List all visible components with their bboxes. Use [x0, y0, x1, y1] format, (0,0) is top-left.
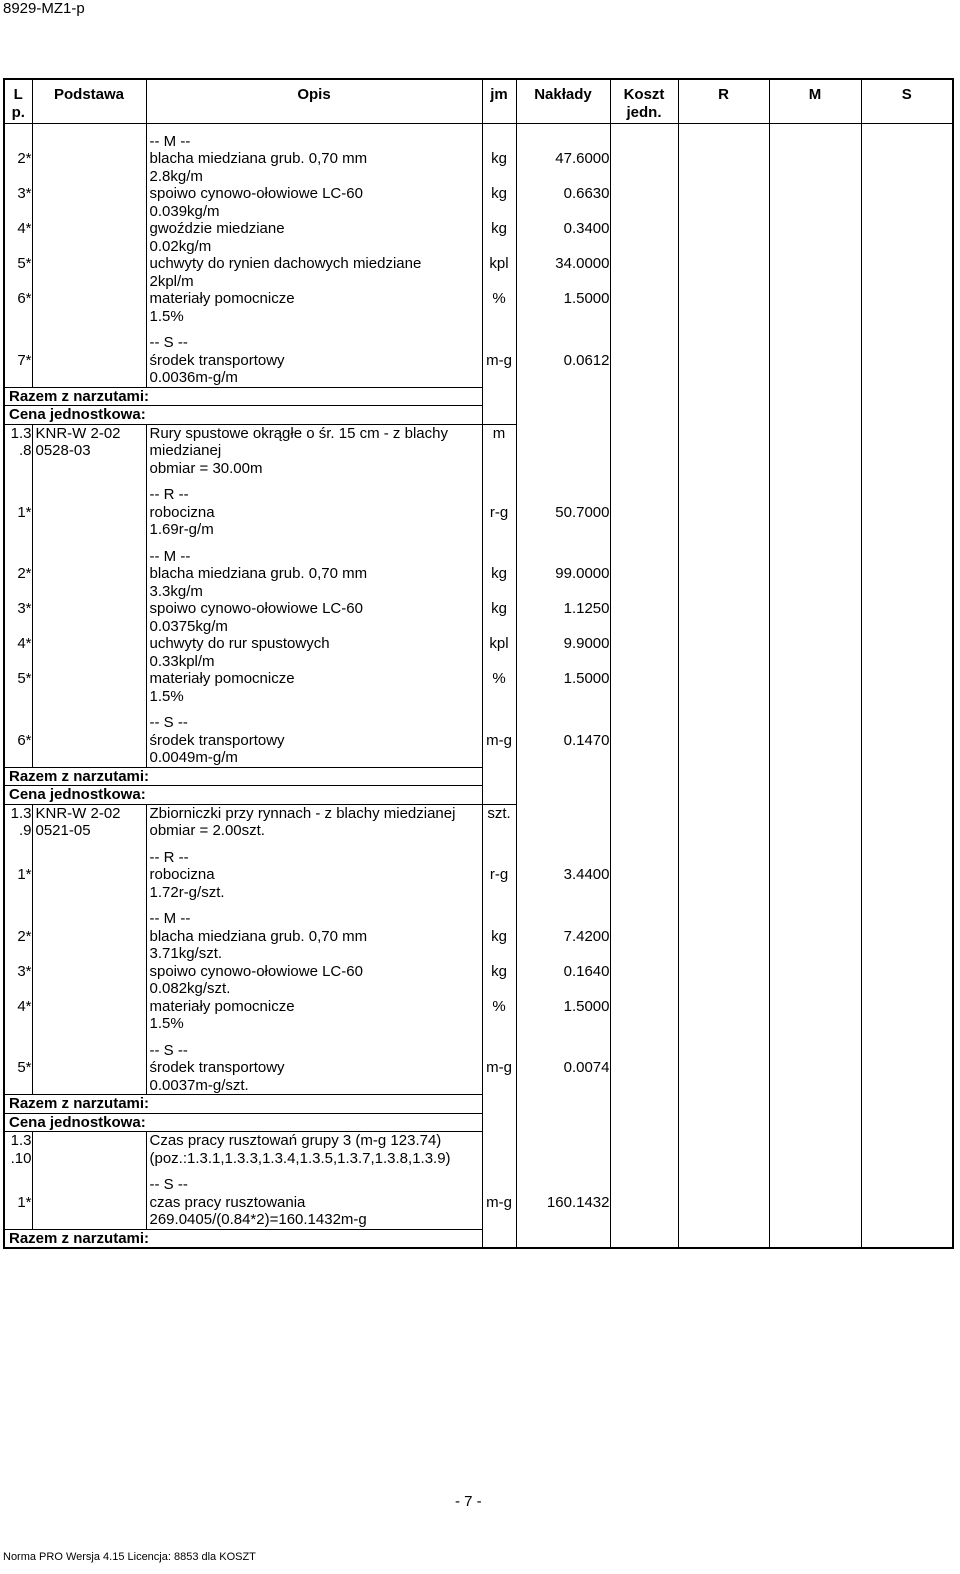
table-row [4, 477, 953, 504]
section-head-s: -- S -- [146, 705, 482, 732]
document-id: 8929-MZ1-p [3, 0, 85, 17]
section-head-s: -- S -- [146, 1033, 482, 1060]
table-row: 3* spoiwo cynowo-ołowiowe LC-60 0.0375kg/m kg 1.1250 [4, 600, 953, 635]
summary-row-cena: Cena jednostkowa: [4, 406, 953, 425]
section-head-r: -- R -- [146, 477, 482, 504]
section-head-m: -- M -- [146, 901, 482, 928]
table-row: 2* blacha miedziana grub. 0,70 mm 3.3kg/m kg 99.0000 [4, 565, 953, 600]
table-row: 3* spoiwo cynowo-ołowiowe LC-60 0.039kg/m kg 0.6630 [4, 185, 953, 220]
table-row: 5* środek transportowy 0.0037m-g/szt. m-g 0.0074 [4, 1059, 953, 1095]
table-row: 2* blacha miedziana grub. 0,70 mm 3.71kg/szt. kg 7.4200 [4, 928, 953, 963]
summary-row-razem: Razem z narzutami: [4, 1229, 953, 1248]
col-header-jm: jm [482, 79, 516, 123]
col-header-qty: Nakłady [516, 79, 610, 123]
summary-row-razem: Razem z narzutami: [4, 387, 953, 406]
table-row: 1* robocizna 1.72r-g/szt. r-g 3.4400 [4, 866, 953, 901]
table-row: 6* materiały pomocnicze 1.5% % 1.5000 [4, 290, 953, 325]
position-row: 1.3 .10 Czas pracy rusztowań grupy 3 (m-g 123.74) (poz.:1.3.1,1.3.3,1.3.4,1.3.5,1.3.7,1.3.8,1.3.9) [4, 1132, 953, 1168]
table-row: 1* robocizna 1.69r-g/m r-g 50.7000 [4, 504, 953, 539]
footer-license: Norma PRO Wersja 4.15 Licencja: 8853 dla KOSZT [3, 1551, 256, 1563]
table-row: 5* materiały pomocnicze 1.5% % 1.5000 [4, 670, 953, 705]
table-row: 1* czas pracy rusztowania 269.0405/(0.84*2)=160.1432m-g m-g 160.1432 [4, 1194, 953, 1230]
section-head-m: -- M -- [146, 539, 482, 566]
cost-table [3, 78, 954, 1249]
position-row: 1.3 .8 KNR-W 2-02 0528-03 Rury spustowe okrągłe o śr. 15 cm - z blachy miedzianej obmiar = 30.00m m [4, 424, 953, 477]
position-row: 1.3 .9 KNR-W 2-02 0521-05 Zbiorniczki przy rynnach - z blachy miedzianej obmiar = 2.00szt. szt. [4, 804, 953, 840]
table-row: 2* blacha miedziana grub. 0,70 mm 2.8kg/m kg 47.6000 [4, 150, 953, 185]
table-row: 4* gwoździe miedziane 0.02kg/m kg 0.3400 [4, 220, 953, 255]
summary-row-razem: Razem z narzutami: [4, 1095, 953, 1114]
table-row [4, 901, 953, 928]
summary-row-cena: Cena jednostkowa: [4, 786, 953, 805]
section-head-m: -- M -- [146, 123, 482, 150]
table-row [4, 840, 953, 867]
table-row [4, 123, 953, 150]
table-row: 4* uchwyty do rur spustowych 0.33kpl/m kpl 9.9000 [4, 635, 953, 670]
col-header-m: M [769, 79, 861, 123]
col-header-s: S [861, 79, 953, 123]
table-row [4, 705, 953, 732]
section-head-s: -- S -- [146, 325, 482, 352]
col-header-base: Podstawa [32, 79, 146, 123]
section-head-r: -- R -- [146, 840, 482, 867]
table-row: 7* środek transportowy 0.0036m-g/m m-g 0.0612 [4, 352, 953, 388]
page-number: - 7 - [455, 1493, 482, 1510]
col-header-lp: L p. [4, 79, 32, 123]
table-row: 4* materiały pomocnicze 1.5% % 1.5000 [4, 998, 953, 1033]
summary-row-cena: Cena jednostkowa: [4, 1113, 953, 1132]
col-header-r: R [678, 79, 769, 123]
table-row [4, 1167, 953, 1194]
col-header-unit-cost: Koszt jedn. [610, 79, 678, 123]
table-row: 6* środek transportowy 0.0049m-g/m m-g 0.1470 [4, 732, 953, 768]
col-header-desc: Opis [146, 79, 482, 123]
summary-row-razem: Razem z narzutami: [4, 767, 953, 786]
table-row [4, 325, 953, 352]
table-row: 5* uchwyty do rynien dachowych miedziane 2kpl/m kpl 34.0000 [4, 255, 953, 290]
section-head-s: -- S -- [146, 1167, 482, 1194]
table-row [4, 1033, 953, 1060]
table-row: 3* spoiwo cynowo-ołowiowe LC-60 0.082kg/szt. kg 0.1640 [4, 963, 953, 998]
table-row [4, 539, 953, 566]
table-header-row [4, 79, 953, 123]
